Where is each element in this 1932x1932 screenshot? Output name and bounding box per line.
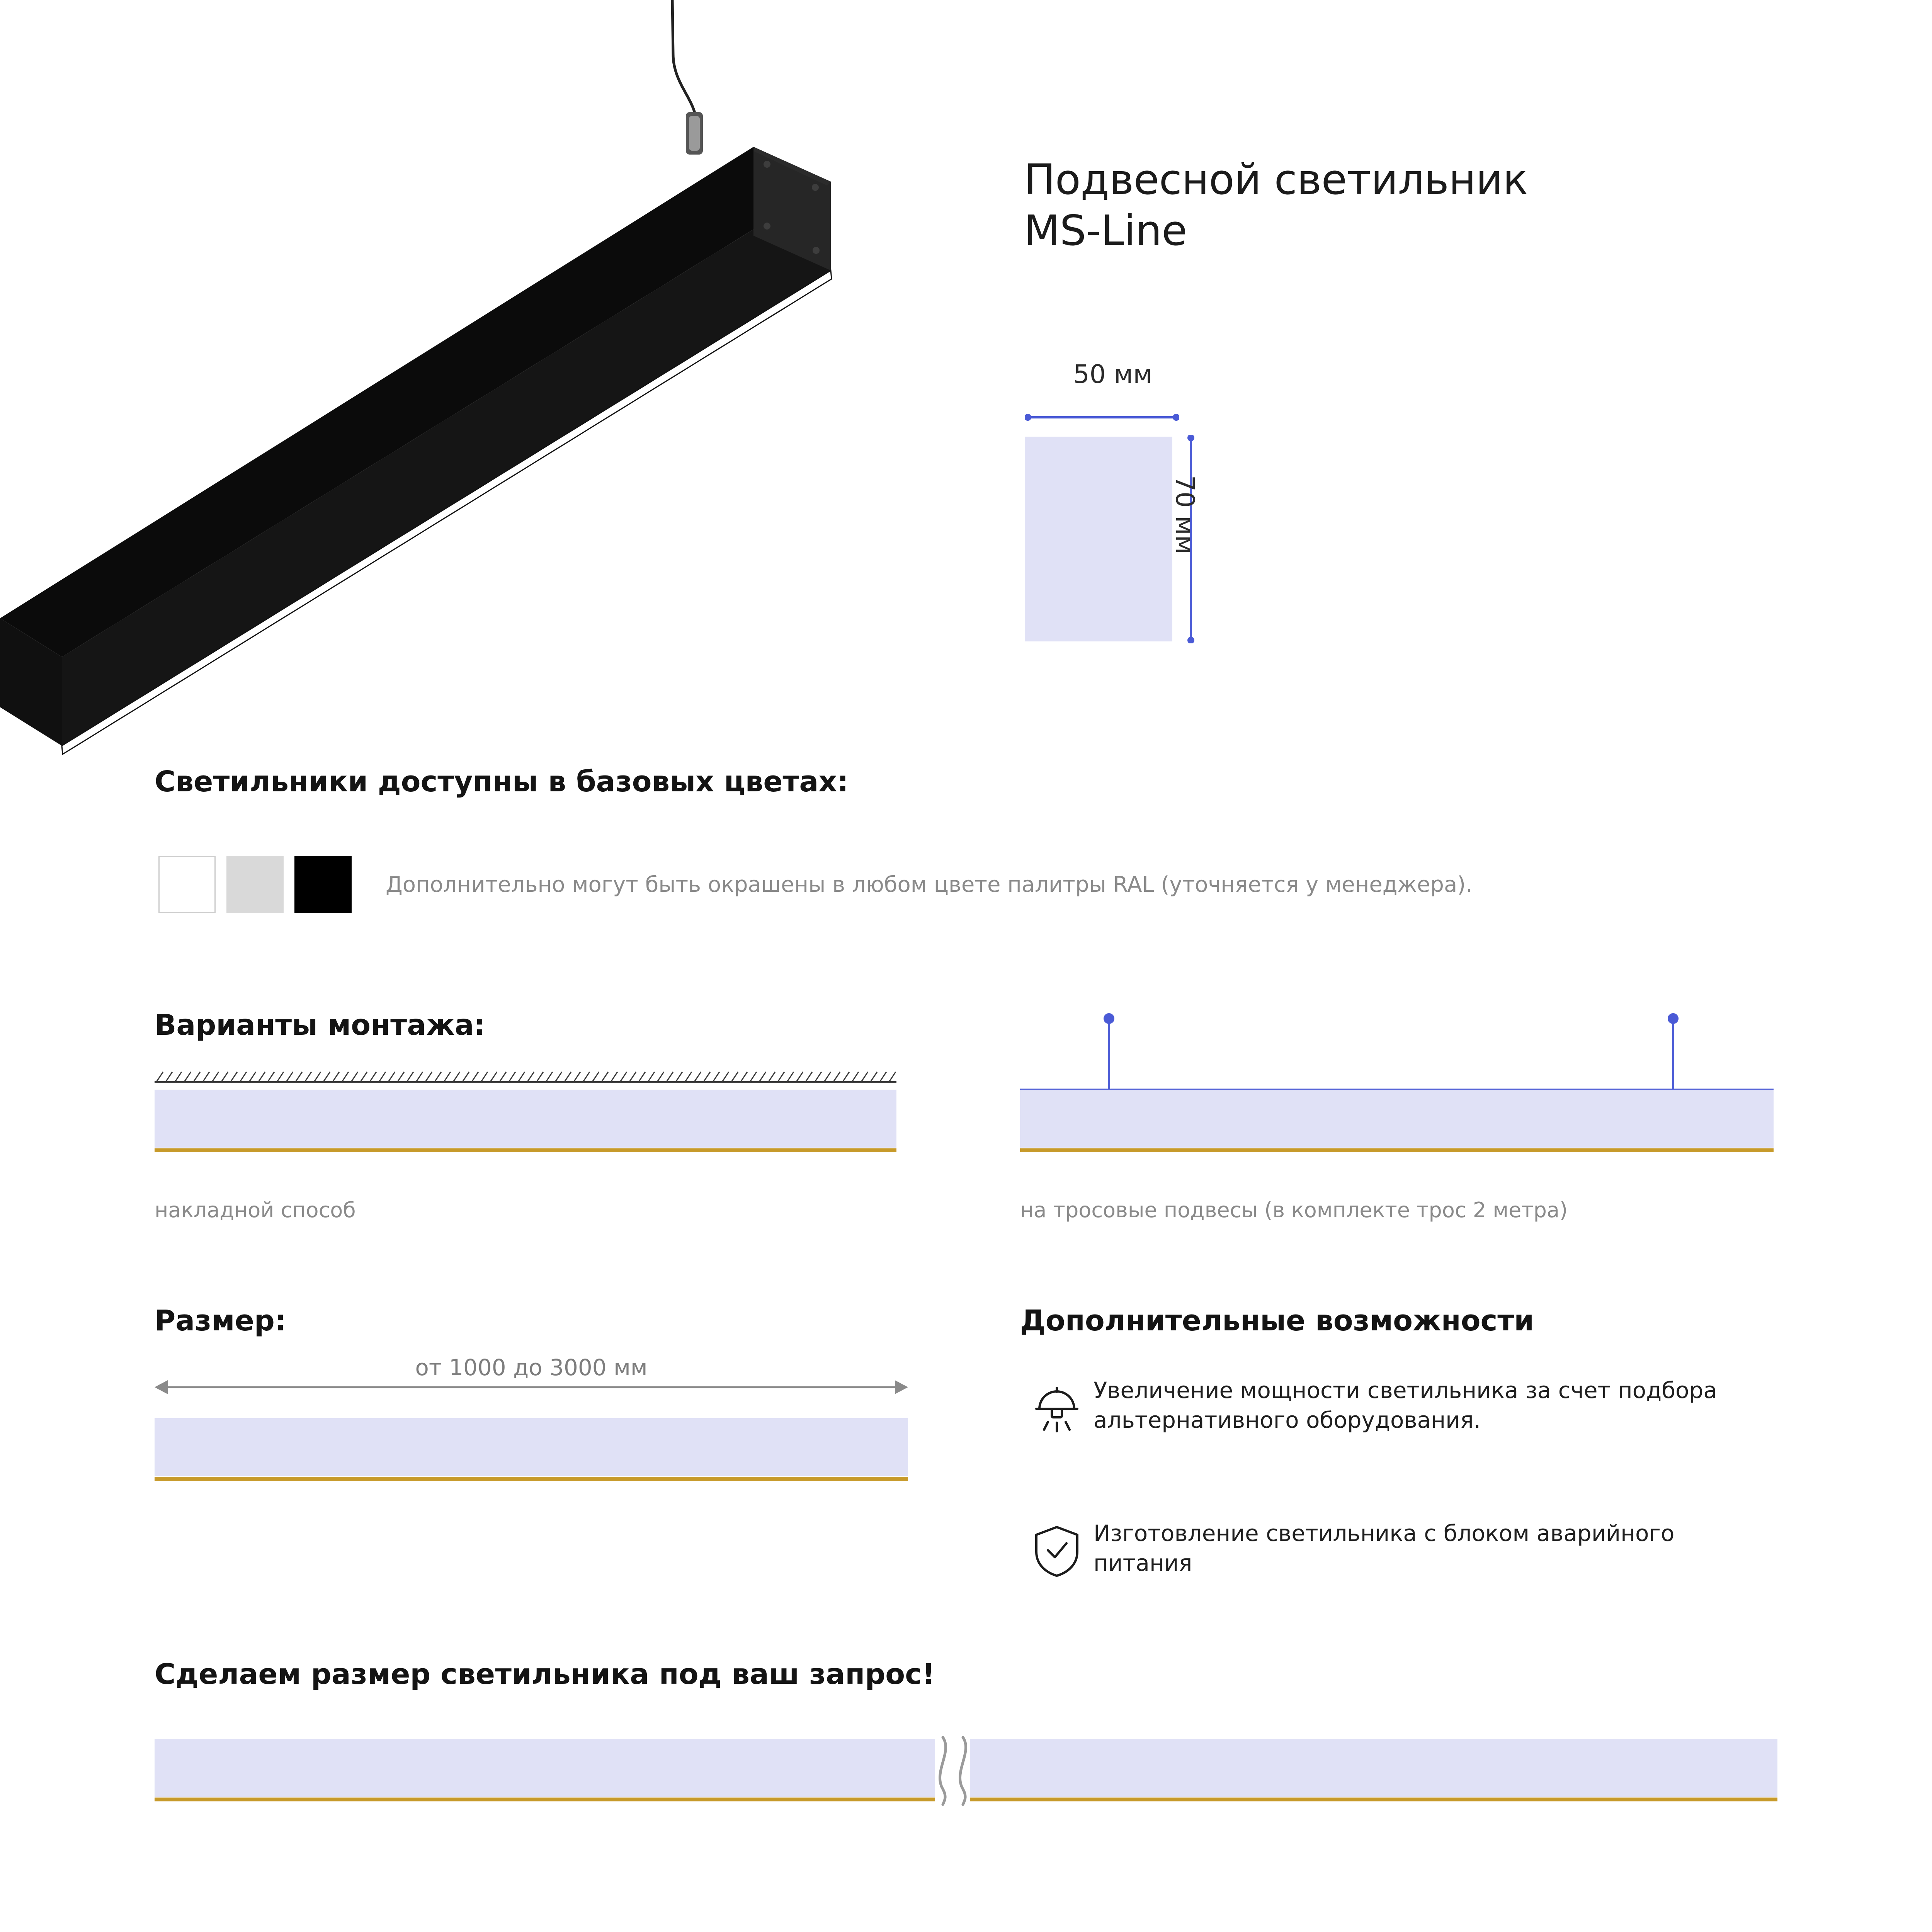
mounting-caption-cable: на тросовые подвесы (в комплекте трос 2 метра): [1020, 1198, 1568, 1222]
page-title: [1024, 155, 1758, 257]
size-heading: Размер:: [155, 1304, 286, 1337]
cross-section-width-label: 50 мм: [1073, 359, 1153, 389]
product-hero-image: [0, 0, 1005, 811]
cross-section-diagram: [1024, 359, 1372, 680]
cross-section-body: [1025, 437, 1172, 641]
colors-heading: Светильники доступны в базовых цветах:: [155, 765, 849, 798]
colors-note: Дополнительно могут быть окрашены в любом цвете палитры RAL (уточняется у менеджера).: [386, 872, 1473, 897]
page-title-line-1: Подвесной светильник: [1024, 156, 1528, 204]
extra-feature-emergency-text: Изготовление светильника с блоком аварийного питания: [1094, 1520, 1675, 1576]
width-dimension-arrow: [1025, 413, 1179, 421]
cross-section-height-label: 70 мм: [1170, 475, 1200, 554]
swatch-white[interactable]: [158, 856, 216, 913]
mounting-heading: Варианты монтажа:: [155, 1009, 486, 1042]
swatch-black[interactable]: [294, 856, 352, 913]
size-diagram: [155, 1345, 908, 1530]
page-title-line-2: MS-Line: [1024, 206, 1187, 255]
extras-heading: Дополнительные возможности: [1020, 1304, 1534, 1337]
size-range-label: от 1000 до 3000 мм: [415, 1354, 648, 1381]
extra-feature-emergency: [1020, 1519, 1777, 1580]
color-swatches: [158, 856, 1473, 913]
custom-size-heading: Сделаем размер светильника под ваш запрос!: [155, 1658, 935, 1691]
custom-size-diagram: [155, 1731, 1777, 1847]
extra-feature-power: [1020, 1376, 1777, 1437]
shield-check-icon: [1020, 1519, 1094, 1580]
swatch-gray[interactable]: [226, 856, 284, 913]
extra-feature-power-text: Увеличение мощности светильника за счет подбора альтернативного оборудования.: [1094, 1377, 1717, 1433]
mounting-caption-surface: накладной способ: [155, 1198, 356, 1222]
mounting-surface-diagram: [155, 1066, 908, 1252]
lamp-icon: [1020, 1376, 1094, 1437]
